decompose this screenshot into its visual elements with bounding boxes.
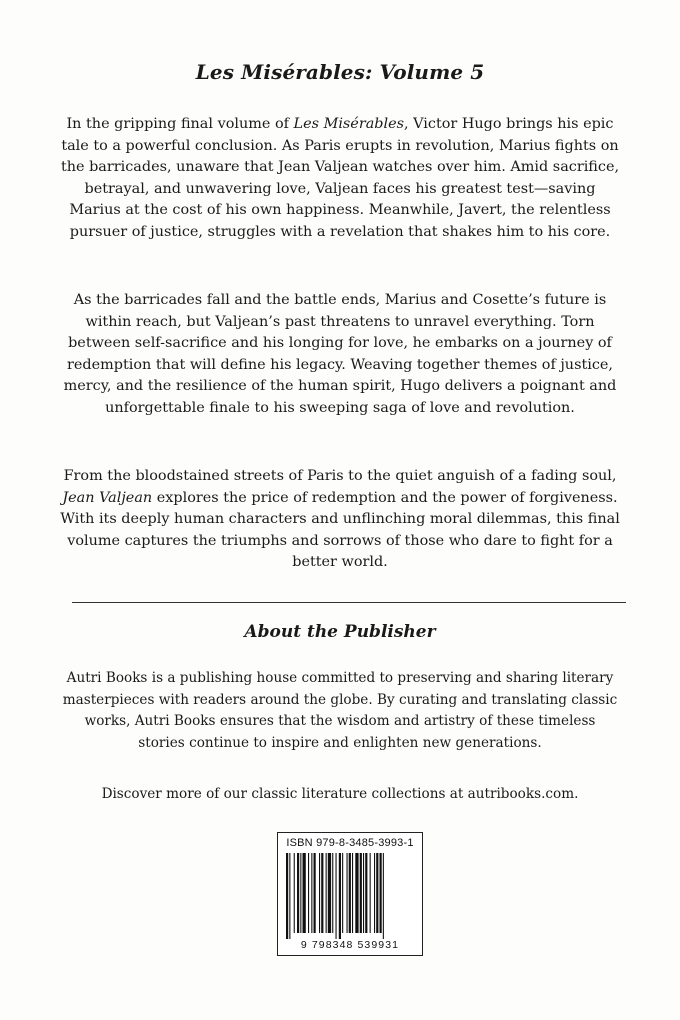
description-paragraph-1	[60, 114, 620, 243]
description-p1-text-a: In the gripping final volume of	[66, 116, 294, 132]
description-p1-italic-title: Les Misérables	[293, 116, 404, 132]
publisher-description: Autri Books is a publishing house committed to preserving and sharing literary masterpieces with readers around the globe. By curating and translating classic works, Autri Books ensures that the wisdom and artistry of these timeless stories continue to inspire and enlighten new generations.	[62, 670, 618, 751]
description-p3-italic-title: Jean Valjean	[62, 489, 153, 506]
publisher-heading: About the Publisher	[244, 622, 436, 642]
description-p3-text-b: explores the price of redemption and the power of forgiveness. With its deeply human characters and unflinching moral dilemmas, this final volume captures the triumphs and sorrows of those who dare to fight for a better world.	[60, 489, 620, 570]
barcode-digits: 9 798348 539931	[300, 939, 400, 951]
section-divider	[72, 602, 626, 603]
isbn-label: ISBN 979-8-3485-3993-1	[286, 837, 414, 849]
description-paragraph-3	[60, 466, 620, 574]
barcode-bars	[284, 853, 416, 939]
publisher-website-note: Discover more of our classic literature collections at autribooks.com.	[101, 786, 579, 802]
description-p1-text-b: , Victor Hugo brings his epic tale to a powerful conclusion. As Paris erupts in revolution, Marius fights on the barricades, unaware that Jean Valjean watches over him. Amid sacrifice, betrayal, and unwavering love, Valjean faces his greatest test—saving Marius at the cost of his own happiness. Meanwhile, Javert, the relentless pursuer of justice, struggles with a revelation that shakes him to his core.	[60, 116, 620, 240]
isbn-barcode	[277, 832, 423, 956]
description-p3-text-a: From the bloodstained streets of Paris to the quiet anguish of a fading soul,	[63, 468, 617, 484]
description-paragraph-2: As the barricades fall and the battle ends, Marius and Cosette’s future is within reach, but Valjean’s past threatens to unravel everything. Torn between self-sacrifice and his longing for love, he embarks on a journey of redemption that will define his legacy. Weaving together themes of justice, mercy, and the resilience of the human spirit, Hugo delivers a poignant and unforgettable finale to his sweeping saga of love and revolution.	[63, 292, 617, 416]
book-title: Les Misérables: Volume 5	[195, 60, 485, 84]
